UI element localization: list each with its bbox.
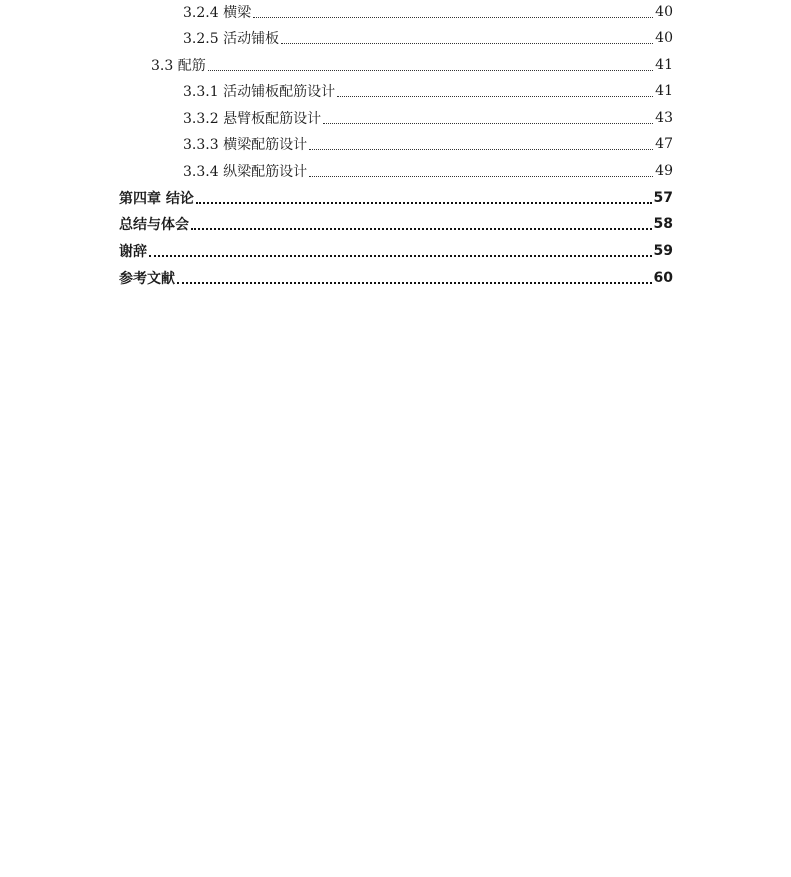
- toc-entry: [183, 0, 673, 25]
- dot-leader: [309, 176, 653, 177]
- toc-entry-page: 41: [655, 83, 673, 99]
- toc-entry: [183, 78, 673, 104]
- toc-entry: [183, 131, 673, 157]
- dot-leader: [208, 70, 653, 71]
- toc-entry: [183, 25, 673, 51]
- toc-entry-page: 59: [653, 243, 673, 259]
- toc-entry-page: 60: [653, 270, 673, 286]
- toc-entry-page: 43: [655, 110, 673, 126]
- dot-leader: [253, 17, 653, 18]
- toc-entry: [119, 265, 673, 291]
- toc-entry-label: 总结与体会: [119, 217, 189, 233]
- toc-entry-page: 49: [655, 163, 673, 179]
- toc-entry-label: 3.3.4 纵梁配筋设计: [183, 164, 308, 180]
- dot-leader: [177, 282, 652, 284]
- toc-entry-page: 40: [655, 4, 673, 20]
- dot-leader: [281, 43, 653, 44]
- toc-entry-label: 第四章 结论: [119, 191, 194, 207]
- toc-entry: [119, 211, 673, 237]
- dot-leader: [191, 228, 652, 230]
- toc-entry-label: 参考文献: [119, 271, 175, 287]
- toc-entry-label: 3.2.5 活动铺板: [183, 31, 280, 47]
- toc-entry-label: 3.2.4 横梁: [183, 5, 252, 21]
- dot-leader: [337, 96, 653, 97]
- toc-entry: [183, 158, 673, 184]
- toc-entry-page: 58: [653, 216, 673, 232]
- toc-entry-label: 3.3.2 悬臂板配筋设计: [183, 111, 322, 127]
- toc-entry-label: 谢辞: [119, 244, 147, 260]
- toc-entry-label: 3.3.1 活动铺板配筋设计: [183, 84, 336, 100]
- dot-leader: [149, 255, 652, 257]
- toc-entry: [151, 52, 673, 78]
- toc-entry-page: 41: [655, 57, 673, 73]
- toc-entry-label: 3.3 配筋: [151, 58, 206, 74]
- dot-leader: [323, 123, 653, 124]
- toc-entry: [119, 185, 673, 211]
- toc-entry-page: 40: [655, 30, 673, 46]
- dot-leader: [196, 202, 652, 204]
- toc-entry-label: 3.3.3 横梁配筋设计: [183, 137, 308, 153]
- toc-entry: [183, 105, 673, 131]
- toc-entry-page: 47: [655, 136, 673, 152]
- toc-entry-page: 57: [653, 190, 673, 206]
- dot-leader: [309, 149, 653, 150]
- toc-entry: [119, 238, 673, 264]
